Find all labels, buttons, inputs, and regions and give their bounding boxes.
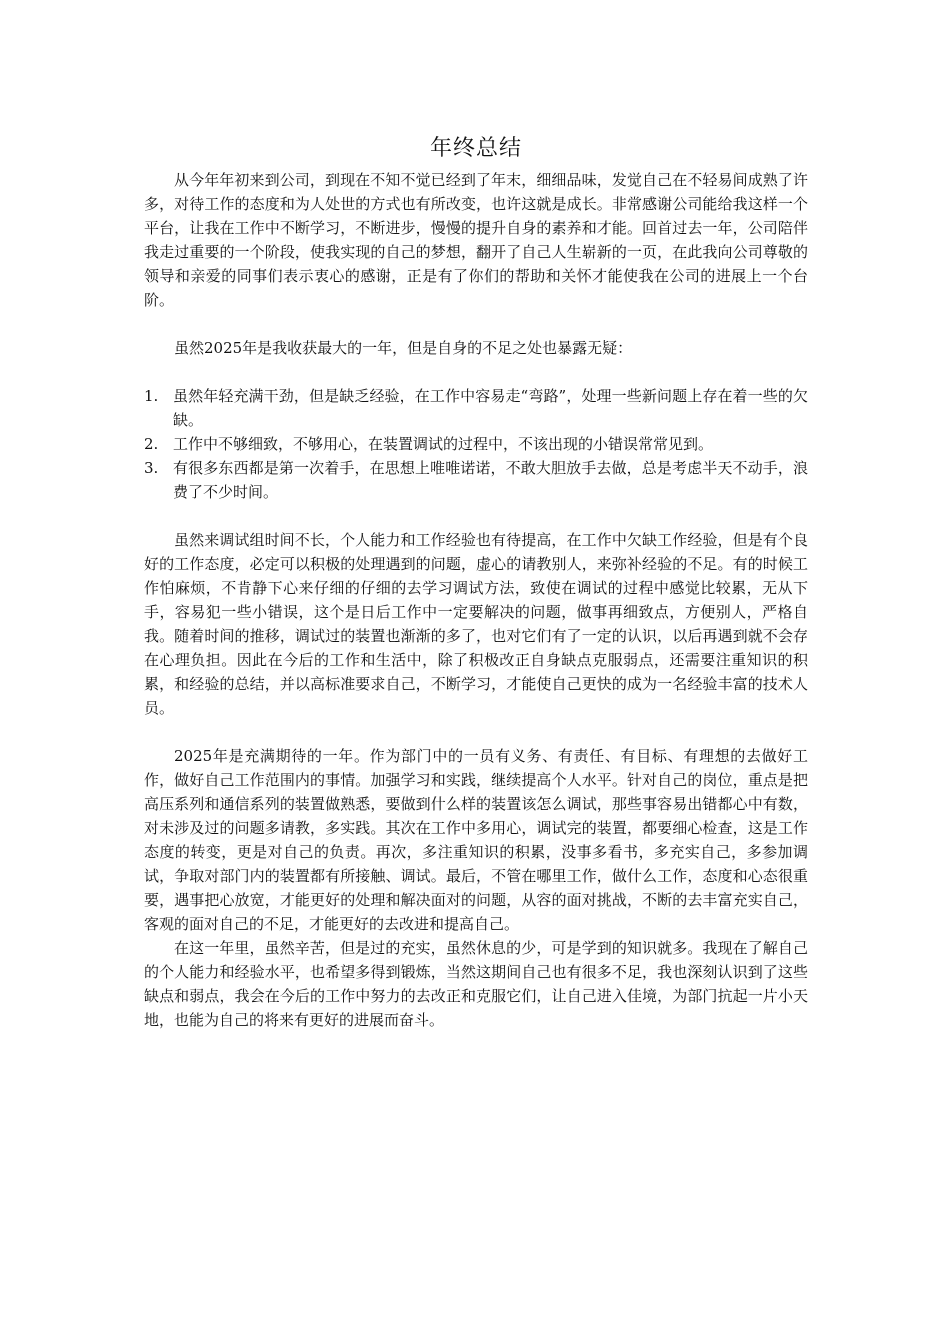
list-item-number: 1. [144, 387, 159, 405]
closing-paragraph: 在这一年里，虽然辛苦，但是过的充实，虽然休息的少，可是学到的知识就多。我现在了解自己的个人能力和经验水平，也希望多得到锻炼，当然这期间自己也有很多不足，我也深刻认识到了这些缺点和弱点，我会在今后的工作中努力的去改正和克服它们，让自己进入佳境，为部门抗起一片小天地，也能为自己的将来有更好的进展而奋斗。 [144, 939, 808, 1029]
list-item [144, 432, 808, 456]
list-item-text: 工作中不够细致，不够用心，在装置调试的过程中，不该出现的小错误常常见到。 [173, 435, 714, 453]
spacer [144, 360, 808, 384]
list-item [144, 384, 808, 432]
spacer [144, 312, 808, 336]
spacer [144, 720, 808, 744]
plan-paragraph: 2025年是充满期待的一年。作为部门中的一员有义务、有责任、有目标、有理想的去做好工作，做好自己工作范围内的事情。加强学习和实践，继续提高个人水平。针对自己的岗位，重点是把高压系列和通信系列的装置做熟悉，要做到什么样的装置该怎么调试，那些事容易出错都心中有数，对未涉及过的问题多请教，多实践。其次在工作中多用心，调试完的装置，都要细心检查，这是工作态度的转变，更是对自己的负责。再次，多注重知识的积累，没事多看书，多充实自己，多参加调试，争取对部门内的装置都有所接触、调试。最后，不管在哪里工作，做什么工作，态度和心态很重要，遇事把心放宽，才能更好的处理和解决面对的问题，从容的面对挑战，不断的去丰富充实自己，客观的面对自己的不足，才能更好的去改进和提高自己。 [144, 747, 808, 933]
document-page [144, 130, 808, 1032]
intro-paragraph: 从今年年初来到公司，到现在不知不觉已经到了年末，细细品味，发觉自己在不轻易间成熟了许多，对待工作的态度和为人处世的方式也有所改变，也许这就是成长。非常感谢公司能给我这样一个平台，让我在工作中不断学习，不断进步，慢慢的提升自身的素养和才能。回首过去一年，公司陪伴我走过重要的一个阶段，使我实现的自己的梦想，翻开了自己人生崭新的一页，在此我向公司尊敬的领导和亲爱的同事们表示衷心的感谢，正是有了你们的帮助和关怀才能使我在公司的进展上一个台阶。 [144, 171, 808, 309]
list-item-number: 2. [144, 435, 159, 453]
list-item-number: 3. [144, 459, 159, 477]
list-item-text: 有很多东西都是第一次着手，在思想上唯唯诺诺，不敢大胆放手去做，总是考虑半天不动手，浪费了不少时间。 [173, 459, 808, 501]
reflection-paragraph: 虽然来调试组时间不长，个人能力和工作经验也有待提高，在工作中欠缺工作经验，但是有个良好的工作态度，必定可以积极的处理遇到的问题，虚心的请教别人，来弥补经验的不足。有的时候工作怕麻烦，不肯静下心来仔细的仔细的去学习调试方法，致使在调试的过程中感觉比较累，无从下手，容易犯一些小错误，这个是日后工作中一定要解决的问题，做事再细致点，方便别人，严格自我。随着时间的推移，调试过的装置也渐渐的多了，也对它们有了一定的认识，以后再遇到就不会存在心理负担。因此在今后的工作和生活中，除了积极改正自身缺点克服弱点，还需要注重知识的积累，和经验的总结，并以高标准要求自己，不断学习，才能使自己更快的成为一名经验丰富的技术人员。 [144, 531, 808, 717]
shortcomings-list [144, 384, 808, 504]
list-item-text: 虽然年轻充满干劲，但是缺乏经验，在工作中容易走“弯路”，处理一些新问题上存在着一些的欠缺。 [173, 387, 808, 429]
shortcomings-intro: 虽然2025年是我收获最大的一年，但是自身的不足之处也暴露无疑： [174, 339, 633, 357]
spacer [144, 504, 808, 528]
document-title: 年终总结 [429, 136, 522, 161]
list-item [144, 456, 808, 504]
